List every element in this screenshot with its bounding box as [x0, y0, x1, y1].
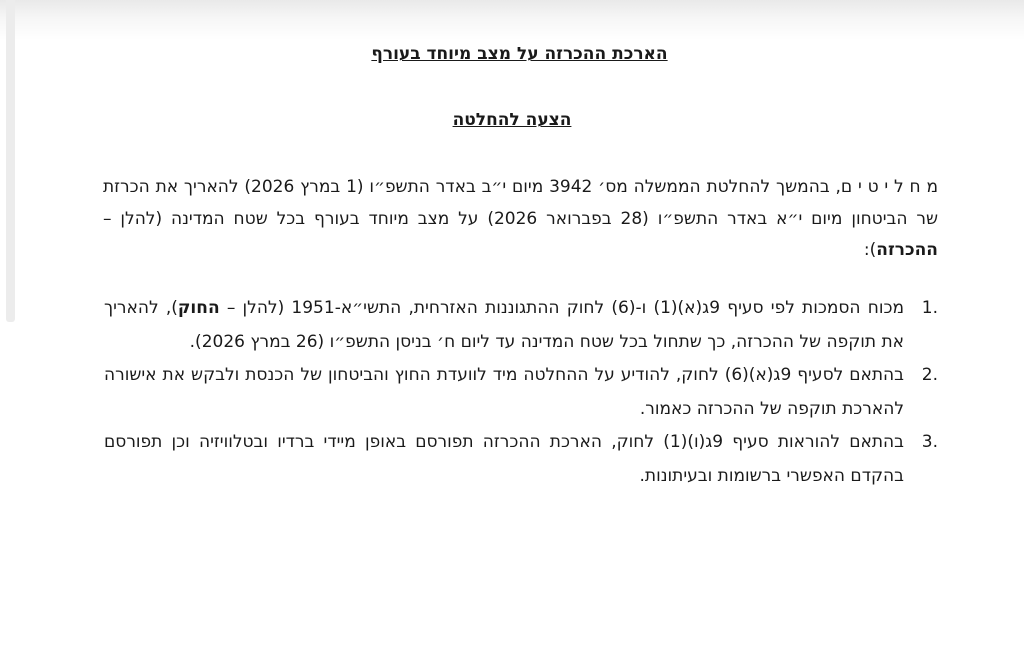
document-subtitle: הצעה להחלטה [452, 110, 572, 130]
intro-text: מ ח ל י ט י ם, בהמשך להחלטת הממשלה מס׳ 3942 מיום י״ב באדר התשפ״ו (1 במרץ 2026) להאריך את הכרזת שר הביטחון מיום י״א באדר התשפ״ו (28 בפברואר 2026) על מצב מיוחד בעורף בכל שטח המדינה (להלן – [103, 177, 938, 229]
item-text: מכוח הסמכות לפי סעיף 9ג(א)(1) ו-(6) לחוק ההתגוננות האזרחית, התשי״א-1951 (להלן – [219, 298, 905, 318]
item-text: בהתאם להוראות סעיף 9ג(ו)(1) לחוק, הארכת ההכרזה תפורסם באופן מיידי ברדיו ובטלוויזיה וכן תפורסם בהקדם האפשרי ברשומות ובעיתונות. [104, 432, 904, 486]
document-title: הארכת ההכרזה על מצב מיוחד בעורף [371, 44, 668, 64]
resolution-list [104, 292, 938, 493]
list-item [104, 292, 938, 359]
list-item [104, 426, 938, 493]
intro-defined-term: ההכרזה [876, 240, 938, 260]
item-number: .3 [921, 432, 938, 452]
list-item [104, 359, 938, 426]
item-defined-term: החוק [177, 298, 220, 318]
intro-text-end: ): [863, 240, 877, 260]
intro-paragraph [103, 172, 938, 267]
item-text-end: ), להאריך את תוקפה של ההכרזה, כך שתחול בכל שטח המדינה עד ליום ח׳ בניסן התשפ״ו (26 במרץ 2026). [104, 298, 904, 352]
item-number: .2 [921, 365, 938, 385]
item-number: .1 [921, 298, 938, 318]
item-text: בהתאם לסעיף 9ג(א)(6) לחוק, להודיע על ההחלטה מיד לוועדת החוץ והביטחון של הכנסת ולבקש את אישורה להארכת תוקפה של ההכרזה כאמור. [104, 365, 904, 419]
